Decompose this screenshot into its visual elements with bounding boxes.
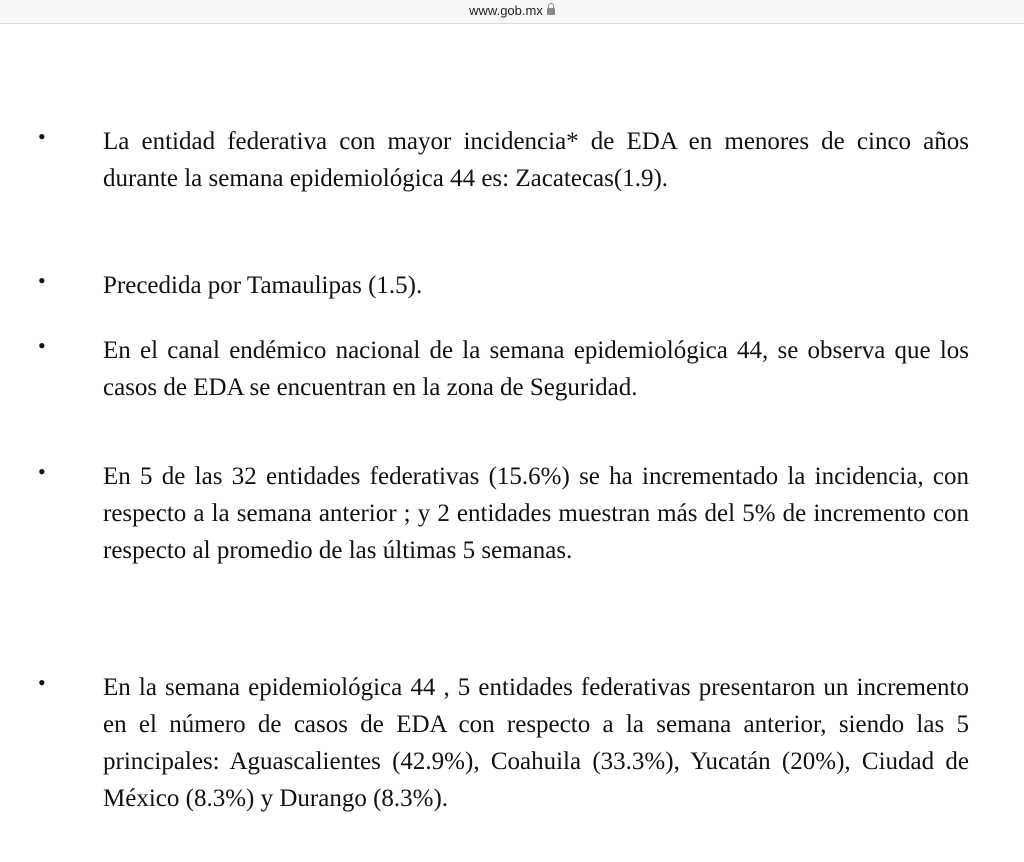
list-item-text: En 5 de las 32 entidades federativas (15.6%) se ha incrementado la incidencia, con respecto a la semana anterior ; y 2 entidades muestran más del 5% de incremento con respecto al promedio de las últimas 5 semanas. bbox=[103, 463, 969, 564]
lock-icon bbox=[547, 8, 555, 15]
list-item-text: En el canal endémico nacional de la semana epidemiológica 44, se observa que los casos de EDA se encuentran en la zona de Seguridad. bbox=[103, 337, 969, 401]
list-item-text: La entidad federativa con mayor incidencia* de EDA en menores de cinco años durante la semana epidemiológica 44 es: Zacatecas(1.9). bbox=[103, 128, 969, 192]
bullet-icon: • bbox=[38, 124, 46, 149]
url-display[interactable] bbox=[0, 3, 1024, 18]
list-item-text: Precedida por Tamaulipas (1.5). bbox=[103, 272, 423, 299]
bullet-icon: • bbox=[38, 670, 46, 695]
bullet-icon: • bbox=[38, 333, 46, 358]
bullet-icon: • bbox=[38, 268, 46, 293]
url-text[interactable]: www.gob.mx bbox=[469, 3, 543, 18]
list-item-text: En la semana epidemiológica 44 , 5 entidades federativas presentaron un incremento en el número de casos de EDA con respecto a la semana anterior, siendo las 5 principales: Aguascalientes (42.9%), Coahuila (33.3%), Yucatán (20%), Ciudad de México (8.3%) y Durango (8.3%). bbox=[103, 674, 969, 812]
browser-address-bar[interactable] bbox=[0, 0, 1024, 24]
bullet-icon: • bbox=[38, 459, 46, 484]
